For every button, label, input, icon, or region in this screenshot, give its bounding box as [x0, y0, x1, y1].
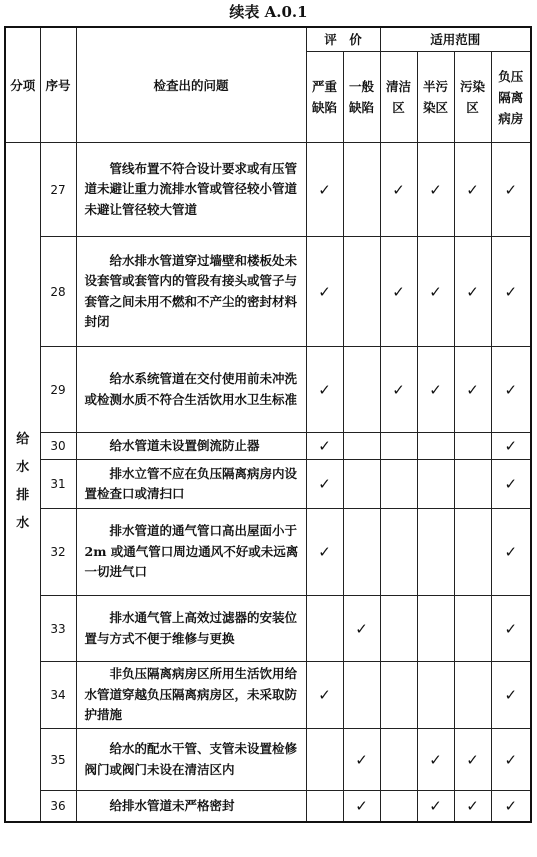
check-general	[343, 143, 380, 237]
issue-text: 给水管道未设置倒流防止器	[109, 437, 260, 453]
header-category: 分项	[5, 27, 40, 143]
header-semi-label: 半污染区	[423, 79, 449, 115]
check-clean	[380, 460, 417, 509]
check-clean: ✓	[380, 347, 417, 433]
header-contaminated	[454, 52, 491, 143]
check-negative: ✓	[491, 509, 531, 596]
check-severe: ✓	[306, 347, 343, 433]
header-negative	[491, 52, 531, 143]
header-clean	[380, 52, 417, 143]
issue-text: 排水管道的通气管口高出屋面小于 2m 或通气管口周边通风不好或未远离一切进气口	[84, 523, 299, 580]
table-row	[5, 237, 531, 347]
check-negative: ✓	[491, 237, 531, 347]
check-general	[343, 347, 380, 433]
check-semi: ✓	[417, 347, 454, 433]
check-severe: ✓	[306, 460, 343, 509]
check-semi: ✓	[417, 791, 454, 822]
issue-text: 给水的配水干管、支管未设置检修阀门或阀门未设在清洁区内	[84, 741, 298, 777]
check-contaminated	[454, 460, 491, 509]
check-clean	[380, 596, 417, 662]
check-semi: ✓	[417, 237, 454, 347]
category-cell	[5, 143, 40, 822]
issue-cell	[76, 791, 306, 822]
row-number: 33	[40, 596, 76, 662]
issue-text: 管线布置不符合设计要求或有压管道未避让重力流排水管或管径较小管道未避让管径较大管道	[84, 160, 298, 217]
check-general	[343, 509, 380, 596]
check-semi	[417, 596, 454, 662]
issue-cell	[76, 433, 306, 460]
table-row	[5, 729, 531, 791]
issue-text: 给排水管道未严格密封	[109, 797, 235, 813]
check-clean: ✓	[380, 237, 417, 347]
table-row	[5, 662, 531, 729]
issue-cell	[76, 596, 306, 662]
check-general	[343, 662, 380, 729]
header-row-1	[5, 27, 531, 52]
row-number: 27	[40, 143, 76, 237]
header-seq: 序号	[40, 27, 76, 143]
check-contaminated: ✓	[454, 347, 491, 433]
issue-cell	[76, 509, 306, 596]
issue-cell	[76, 143, 306, 237]
check-general: ✓	[343, 596, 380, 662]
header-clean-label: 清洁区	[386, 79, 412, 115]
check-negative: ✓	[491, 460, 531, 509]
check-clean	[380, 662, 417, 729]
check-general	[343, 460, 380, 509]
issue-text: 排水立管不应在负压隔离病房内设置检查口或清扫口	[84, 465, 298, 501]
issue-cell	[76, 460, 306, 509]
header-semi	[417, 52, 454, 143]
check-clean	[380, 509, 417, 596]
check-severe: ✓	[306, 143, 343, 237]
check-semi	[417, 662, 454, 729]
issue-cell	[76, 347, 306, 433]
header-general	[343, 52, 380, 143]
header-issue: 检查出的问题	[76, 27, 306, 143]
check-semi	[417, 460, 454, 509]
check-severe: ✓	[306, 509, 343, 596]
check-negative: ✓	[491, 433, 531, 460]
row-number: 28	[40, 237, 76, 347]
check-severe: ✓	[306, 237, 343, 347]
check-contaminated	[454, 662, 491, 729]
check-semi	[417, 433, 454, 460]
check-general	[343, 237, 380, 347]
check-contaminated: ✓	[454, 791, 491, 822]
check-clean: ✓	[380, 143, 417, 237]
check-negative: ✓	[491, 729, 531, 791]
check-negative: ✓	[491, 791, 531, 822]
check-severe	[306, 596, 343, 662]
check-semi: ✓	[417, 143, 454, 237]
header-scope: 适用范围	[380, 27, 531, 52]
issue-text: 非负压隔离病房区所用生活饮用给水管道穿越负压隔离病房区，未采取防护措施	[84, 666, 298, 723]
table-row	[5, 433, 531, 460]
check-semi: ✓	[417, 729, 454, 791]
row-number: 31	[40, 460, 76, 509]
check-contaminated	[454, 509, 491, 596]
check-clean	[380, 791, 417, 822]
inspection-table	[4, 26, 532, 823]
issue-cell	[76, 729, 306, 791]
category-label: 给水排水	[16, 431, 30, 531]
issue-cell	[76, 237, 306, 347]
table-row	[5, 143, 531, 237]
check-clean	[380, 433, 417, 460]
header-severe-label: 严重缺陷	[311, 79, 337, 115]
check-negative: ✓	[491, 143, 531, 237]
table-row	[5, 509, 531, 596]
table-title: 续表 A.0.1	[229, 3, 308, 21]
issue-text: 排水通气管上高效过滤器的安装位置与方式不便于维修与更换	[84, 610, 298, 646]
issue-cell	[76, 662, 306, 729]
check-clean	[380, 729, 417, 791]
check-general: ✓	[343, 791, 380, 822]
check-negative: ✓	[491, 347, 531, 433]
check-contaminated	[454, 433, 491, 460]
table-row	[5, 347, 531, 433]
issue-text: 给水排水管道穿过墙壁和楼板处未设套管或套管内的管段有接头或管子与套管之间未用不燃和不产尘的密封材料封闭	[84, 252, 298, 329]
row-number: 32	[40, 509, 76, 596]
table-row	[5, 460, 531, 509]
check-negative: ✓	[491, 662, 531, 729]
check-severe	[306, 729, 343, 791]
check-severe: ✓	[306, 433, 343, 460]
row-number: 30	[40, 433, 76, 460]
header-general-label: 一般缺陷	[348, 79, 374, 115]
check-general	[343, 433, 380, 460]
check-semi	[417, 509, 454, 596]
table-row	[5, 791, 531, 822]
header-severe	[306, 52, 343, 143]
header-negative-label: 负压隔离病房	[498, 68, 524, 126]
issue-text: 给水系统管道在交付使用前未冲洗或检测水质不符合生活饮用水卫生标准	[84, 371, 298, 407]
check-contaminated: ✓	[454, 729, 491, 791]
check-general: ✓	[343, 729, 380, 791]
row-number: 34	[40, 662, 76, 729]
check-contaminated: ✓	[454, 143, 491, 237]
row-number: 36	[40, 791, 76, 822]
header-evaluation: 评 价	[306, 27, 380, 52]
table-row	[5, 596, 531, 662]
row-number: 35	[40, 729, 76, 791]
check-severe: ✓	[306, 662, 343, 729]
check-contaminated	[454, 596, 491, 662]
check-negative: ✓	[491, 596, 531, 662]
row-number: 29	[40, 347, 76, 433]
check-contaminated: ✓	[454, 237, 491, 347]
check-severe	[306, 791, 343, 822]
header-contaminated-label: 污染区	[460, 79, 486, 115]
